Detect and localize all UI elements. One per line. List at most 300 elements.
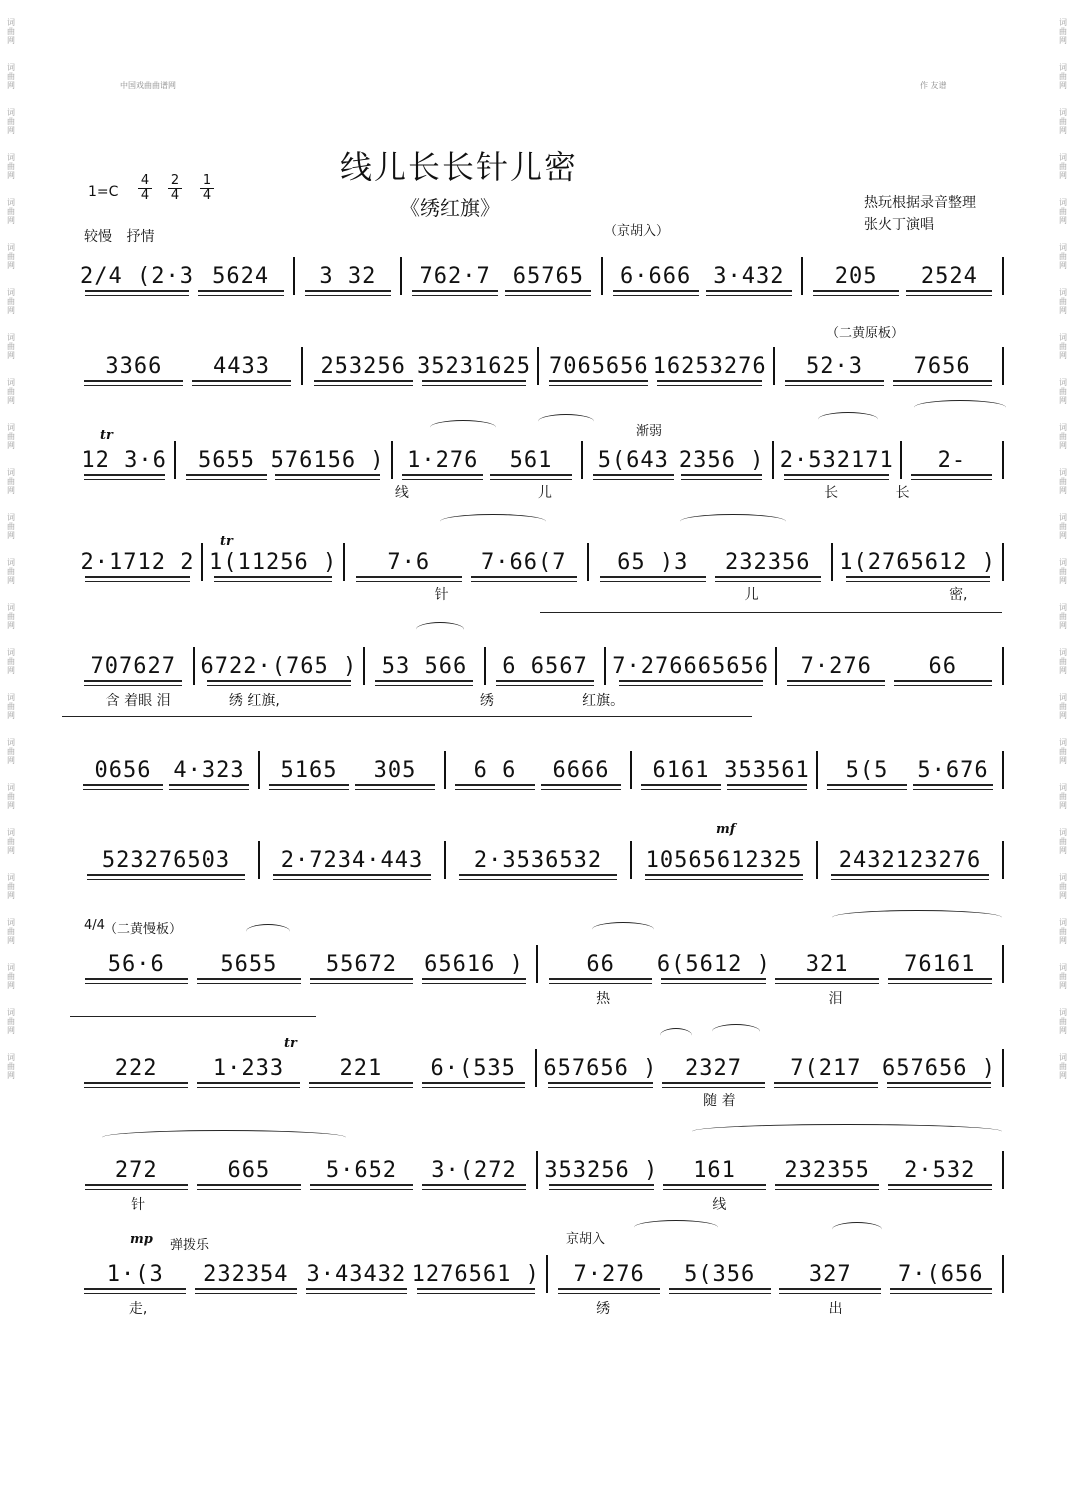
note-group: 205 [809, 264, 902, 289]
note-group: 55672 [305, 952, 418, 977]
watermark-text: 词 曲 网 [1059, 1053, 1067, 1080]
slur [592, 922, 654, 937]
lyric-row [80, 690, 1010, 708]
lyric-word [778, 690, 894, 708]
note-group: 2524 [903, 264, 996, 289]
slur [634, 1220, 718, 1235]
slur [818, 412, 878, 427]
watermark-text: 词 曲 网 [7, 288, 15, 315]
note-group: 2·7234·443 [266, 848, 438, 873]
lyric-word [429, 988, 545, 1006]
note-group: 353561 [724, 757, 810, 783]
lyric-word [80, 988, 196, 1006]
bar-line [193, 647, 195, 685]
lyric-word [652, 482, 724, 500]
bar-line [1002, 441, 1004, 479]
note-group: 6722·(765 ) [200, 653, 358, 679]
note-group: 657656 ) [882, 1055, 996, 1081]
lyric-word: 出 [828, 1301, 843, 1317]
note-group: 305 [352, 758, 438, 783]
lyric-word: 绣 红旗, [228, 693, 280, 709]
bar-line [775, 647, 777, 685]
page-title: 线儿长长针儿密 [340, 148, 579, 186]
lyric-word [803, 584, 906, 602]
lyric-word [429, 1194, 545, 1212]
bar-line [174, 441, 176, 479]
phrase-line [540, 612, 1002, 613]
phrase-line [70, 1016, 316, 1017]
meter-change: 4/4 [84, 918, 105, 933]
watermark-text: 词 曲 网 [7, 18, 15, 45]
watermark-text: 词 曲 网 [7, 153, 15, 180]
lyric-word [313, 988, 429, 1006]
lyric-word [196, 1090, 312, 1108]
note-group: 222 [80, 1056, 192, 1081]
note-group: 3·43432 [301, 1262, 412, 1287]
bar-line [444, 841, 446, 879]
watermark-strip-left [0, 0, 22, 1501]
lyric-word [661, 1298, 777, 1316]
note-group: 76161 [883, 952, 996, 977]
lyric-word: 长 [824, 485, 839, 501]
watermark-text: 词 曲 网 [7, 648, 15, 675]
watermark-text: 词 曲 网 [7, 963, 15, 990]
lyric-word: 线 [712, 1197, 727, 1213]
site-header: 中国戏曲曲谱网 [120, 81, 176, 90]
lyric-row [80, 1194, 1010, 1212]
watermark-text: 词 曲 网 [1059, 423, 1067, 450]
note-group: 3·(272 [418, 1158, 531, 1183]
slur [914, 400, 1006, 415]
watermark-text: 词 曲 网 [1059, 513, 1067, 540]
note-group: 16253276 [652, 353, 767, 379]
lyric-word: 绣 [596, 1301, 611, 1317]
note-group: 66 [889, 654, 996, 679]
lyric-word [313, 1298, 429, 1316]
lyric-word [545, 1194, 661, 1212]
bar-line [1002, 841, 1004, 879]
note-group: 5·652 [305, 1158, 418, 1183]
note-group: 7·6 [351, 550, 466, 575]
note-group: 6 6 [452, 758, 538, 783]
note-group: 7·66(7 [466, 550, 581, 575]
staff-line-3 [80, 440, 1010, 480]
note-group: 53 566 [371, 654, 478, 679]
bar-line [343, 543, 345, 581]
slur [430, 420, 496, 435]
note-group: 1·276 [399, 448, 487, 473]
lyric-word [894, 1298, 1010, 1316]
note-group: 7·(656 [886, 1262, 997, 1287]
jinghu-in-marking: （京胡入） [604, 224, 670, 239]
note-group: 65 )3 [595, 550, 710, 575]
watermark-text: 词 曲 网 [1059, 648, 1067, 675]
lyric-word [894, 988, 1010, 1006]
note-group: 6 6567 [492, 654, 599, 679]
lyric-word [545, 1090, 661, 1108]
mf-dynamic: mf [716, 822, 736, 837]
lyric-word: 长 [895, 485, 910, 501]
bar-line [587, 543, 589, 581]
lyric-word: 儿 [744, 587, 759, 603]
watermark-text: 词 曲 网 [7, 738, 15, 765]
note-group: 65616 ) [418, 952, 531, 977]
lyric-word [196, 1298, 312, 1316]
staff-line-1 [80, 256, 1010, 296]
watermark-text: 词 曲 网 [7, 378, 15, 405]
note-group: 161 [658, 1158, 771, 1183]
lyric-word: 绣 [479, 693, 494, 709]
note-group: 3366 [80, 354, 188, 379]
phrase-line [62, 716, 752, 717]
watermark-text: 词 曲 网 [7, 243, 15, 270]
bar-line [484, 647, 486, 685]
lyric-word [429, 1090, 545, 1108]
note-group: 56·6 [80, 952, 193, 977]
slur [102, 1130, 346, 1145]
note-group: 2·532 [883, 1158, 996, 1183]
note-group: 7·276 [783, 654, 890, 679]
slur [832, 910, 1002, 925]
watermark-text: 词 曲 网 [7, 918, 15, 945]
note-group: 7(217 [770, 1056, 882, 1081]
lyric-word [313, 690, 429, 708]
bar-line [630, 841, 632, 879]
bar-line [1002, 1151, 1004, 1189]
note-group: 10565612325 [638, 848, 810, 873]
bar-line [400, 257, 402, 295]
bar-line [601, 257, 603, 295]
lyric-word [778, 1194, 894, 1212]
bar-line [630, 751, 632, 789]
lyric-word [313, 1090, 429, 1108]
bar-line [546, 1255, 548, 1293]
erhuang-yuanban-marking: （二黄原板） [826, 326, 905, 341]
note-group: 3·432 [702, 264, 795, 289]
bar-line [391, 441, 393, 479]
lyric-word [894, 690, 1010, 708]
lyric-word [80, 584, 183, 602]
watermark-text: 词 曲 网 [1059, 198, 1067, 225]
lyric-word: 针 [131, 1197, 146, 1213]
note-group: 7065656 [545, 354, 653, 379]
bar-line [831, 543, 833, 581]
trill-mark: tr [220, 534, 233, 549]
watermark-text: 词 曲 网 [1059, 468, 1067, 495]
staff-line-8 [80, 944, 1010, 984]
note-group: 5624 [194, 264, 287, 289]
slur [660, 1028, 692, 1043]
bar-line [293, 257, 295, 295]
watermark-text: 词 曲 网 [1059, 288, 1067, 315]
note-group: 5(356 [664, 1262, 775, 1287]
watermark-text: 词 曲 网 [7, 783, 15, 810]
note-group: 66 [544, 952, 657, 977]
watermark-text: 词 曲 网 [1059, 918, 1067, 945]
note-group: 272 [80, 1158, 193, 1183]
note-group: 6·666 [609, 264, 702, 289]
watermark-text: 词 曲 网 [1059, 333, 1067, 360]
bar-line [258, 751, 260, 789]
note-group: 707627 [80, 654, 187, 679]
lyric-word: 针 [434, 587, 449, 603]
watermark-text: 词 曲 网 [1059, 873, 1067, 900]
watermark-text: 词 曲 网 [1059, 783, 1067, 810]
lyric-word [80, 1090, 196, 1108]
lyric-word [493, 584, 596, 602]
note-group: 1276561 ) [411, 1261, 540, 1287]
note-group: 35231625 [417, 353, 531, 379]
note-group: 2·3536532 [452, 848, 624, 873]
watermark-text: 词 曲 网 [1059, 243, 1067, 270]
note-group: 657656 ) [543, 1055, 658, 1081]
note-group: 12 3·6 [81, 447, 167, 473]
watermark-text: 词 曲 网 [7, 873, 15, 900]
watermark-text: 词 曲 网 [1059, 558, 1067, 585]
jianruo-marking: 渐弱 [636, 424, 663, 439]
watermark-text: 词 曲 网 [7, 468, 15, 495]
bar-line [1002, 543, 1004, 581]
note-group: 0656 [80, 758, 166, 783]
slur [416, 622, 464, 637]
lyric-row [80, 988, 1010, 1006]
slur [832, 1222, 882, 1237]
bar-line [773, 347, 775, 385]
lyric-word [429, 1298, 545, 1316]
bar-line [816, 751, 818, 789]
lyric-row [80, 482, 1010, 500]
note-group: 762·7 [408, 264, 501, 289]
bar-line [363, 647, 365, 685]
watermark-text: 词 曲 网 [1059, 153, 1067, 180]
watermark-text: 词 曲 网 [7, 558, 15, 585]
lyric-word: 儿 [537, 485, 552, 501]
key-signature: 1=C [88, 184, 119, 200]
note-group: 4433 [188, 354, 296, 379]
lyric-word: 含 着眼 泪 [105, 693, 171, 709]
note-group: 232356 [710, 550, 825, 575]
meter-4-4: 4 4 [138, 174, 152, 203]
note-group: 232354 [191, 1262, 302, 1287]
lyric-word [196, 1194, 312, 1212]
jinghu-in-marking-2: 京胡入 [566, 1232, 606, 1247]
note-group: 3 32 [301, 264, 394, 289]
lyric-row [80, 1090, 1010, 1108]
watermark-text: 词 曲 网 [7, 1053, 15, 1080]
slur [246, 924, 290, 939]
bar-line [900, 441, 902, 479]
watermark-text: 词 曲 网 [1059, 693, 1067, 720]
note-group: 65765 [502, 264, 595, 289]
lyric-word [196, 988, 312, 1006]
lyric-word [152, 482, 224, 500]
note-group: 2/4 (2·3 [80, 263, 194, 289]
bar-line [258, 841, 260, 879]
note-group: 523276503 [80, 848, 252, 873]
lyric-word [581, 482, 653, 500]
watermark-text: 词 曲 网 [1059, 603, 1067, 630]
watermark-text: 词 曲 网 [7, 513, 15, 540]
bar-line [1002, 257, 1004, 295]
bar-line [536, 945, 538, 983]
note-group: 5(643 [589, 448, 677, 473]
note-group: 6161 [638, 758, 724, 783]
note-group: 2356 ) [678, 447, 765, 473]
note-group: 2·1712 2 [80, 549, 195, 575]
bar-line [536, 1151, 538, 1189]
lyric-word [661, 690, 777, 708]
watermark-text: 词 曲 网 [1059, 963, 1067, 990]
trill-mark: tr [284, 1036, 297, 1051]
note-group: 1(11256 ) [209, 549, 338, 575]
lyric-word [438, 482, 510, 500]
bar-line [537, 347, 539, 385]
lyric-word: 泪 [828, 991, 843, 1007]
note-group: 5·676 [910, 758, 996, 783]
lyric-word [724, 482, 796, 500]
note-group: 5(5 [824, 758, 910, 783]
lyric-word [894, 1090, 1010, 1108]
mp-dynamic: mp [130, 1232, 153, 1247]
staff-line-7 [80, 840, 1010, 880]
lyric-word [223, 482, 295, 500]
bar-line [801, 257, 803, 295]
note-group: 232355 [771, 1158, 884, 1183]
staff-line-4 [80, 542, 1010, 582]
lyric-word [313, 1194, 429, 1212]
credit-singer: 张火丁演唱 [864, 217, 934, 233]
bar-line [301, 347, 303, 385]
page-subtitle: 《绣红旗》 [400, 196, 500, 220]
watermark-text: 词 曲 网 [1059, 378, 1067, 405]
note-group: 5165 [266, 758, 352, 783]
bar-line [1002, 347, 1004, 385]
note-group: 7656 [888, 354, 996, 379]
watermark-text: 词 曲 网 [7, 693, 15, 720]
header-right: 作 友谱 [920, 81, 947, 90]
staff-line-11 [80, 1254, 1010, 1294]
credit-arranged: 热玩根据录音整理 [864, 195, 976, 211]
lyric-word [597, 584, 700, 602]
bar-line [1002, 1255, 1004, 1293]
watermark-text: 词 曲 网 [7, 198, 15, 225]
slur [692, 1124, 1002, 1139]
note-group: 6(5612 ) [656, 951, 771, 977]
lyric-word: 红旗。 [582, 693, 625, 709]
note-group: 327 [775, 1262, 886, 1287]
lyric-word [778, 1090, 894, 1108]
watermark-text: 词 曲 网 [1059, 63, 1067, 90]
watermark-text: 词 曲 网 [7, 333, 15, 360]
slur [440, 514, 546, 529]
meter-1-4: 1 4 [200, 174, 214, 203]
lyric-word: 密, [949, 587, 968, 603]
note-group: 576156 ) [270, 447, 385, 473]
bar-line [1002, 647, 1004, 685]
note-group: 7·276 [554, 1262, 665, 1287]
lyric-word: 热 [596, 991, 611, 1007]
note-group: 221 [305, 1056, 417, 1081]
lyric-word [938, 482, 1010, 500]
note-group: 5655 [182, 448, 270, 473]
note-group: 4·323 [166, 758, 252, 783]
trill-mark: tr [100, 428, 113, 443]
note-group: 1·233 [192, 1056, 304, 1081]
note-group: 665 [193, 1158, 306, 1183]
staff-line-2 [80, 346, 1010, 386]
lyric-word [287, 584, 390, 602]
lyric-word [295, 482, 367, 500]
note-group: 52·3 [781, 354, 889, 379]
lyric-word: 线 [394, 485, 409, 501]
lyric-word: 随 着 [703, 1093, 736, 1109]
watermark-text: 词 曲 网 [1059, 738, 1067, 765]
tempo-marking: 较慢 抒情 [84, 229, 155, 245]
note-group: 321 [771, 952, 884, 977]
lyric-word [661, 988, 777, 1006]
slur [680, 514, 786, 529]
note-group: 561 [487, 448, 575, 473]
slur [538, 414, 594, 429]
erhuang-manban-marking: （二黄慢板） [104, 922, 183, 937]
bar-line [201, 543, 203, 581]
bar-line [581, 441, 583, 479]
lyric-row [80, 584, 1010, 602]
tanbo-marking: 弹拨乐 [170, 1238, 210, 1253]
watermark-strip-right [1052, 0, 1074, 1501]
note-group: 2327 [657, 1056, 769, 1081]
watermark-text: 词 曲 网 [7, 63, 15, 90]
watermark-text: 词 曲 网 [7, 108, 15, 135]
note-group: 2432123276 [824, 848, 996, 873]
lyric-word [894, 1194, 1010, 1212]
watermark-text: 词 曲 网 [1059, 1008, 1067, 1035]
lyric-word: 走, [128, 1301, 148, 1317]
note-group: 6·(535 [417, 1056, 529, 1081]
note-group: 1·(3 [80, 1262, 191, 1287]
note-group: 2- [908, 448, 996, 473]
staff-line-6 [80, 750, 1010, 790]
bar-line [1002, 751, 1004, 789]
slur [712, 1024, 760, 1039]
watermark-text: 词 曲 网 [7, 603, 15, 630]
note-group: 2·532171 [779, 447, 894, 473]
note-group: 1(2765612 ) [839, 549, 996, 575]
bar-line [604, 647, 606, 685]
bar-line [1002, 1049, 1004, 1087]
watermark-text: 词 曲 网 [7, 1008, 15, 1035]
note-group: 7·276665656 [612, 653, 769, 679]
note-group: 5655 [193, 952, 306, 977]
lyric-row [80, 1298, 1010, 1316]
note-group: 353256 ) [544, 1157, 659, 1183]
note-group: 6666 [538, 758, 624, 783]
staff-line-5 [80, 646, 1010, 686]
lyric-word [183, 584, 286, 602]
watermark-text: 词 曲 网 [1059, 828, 1067, 855]
bar-line [816, 841, 818, 879]
bar-line [444, 751, 446, 789]
watermark-text: 词 曲 网 [7, 423, 15, 450]
staff-line-10 [80, 1150, 1010, 1190]
watermark-text: 词 曲 网 [7, 828, 15, 855]
watermark-text: 词 曲 网 [1059, 18, 1067, 45]
watermark-text: 词 曲 网 [1059, 108, 1067, 135]
bar-line [535, 1049, 537, 1087]
lyric-word [80, 482, 152, 500]
note-group: 253256 [309, 354, 417, 379]
staff-line-9 [80, 1048, 1010, 1088]
